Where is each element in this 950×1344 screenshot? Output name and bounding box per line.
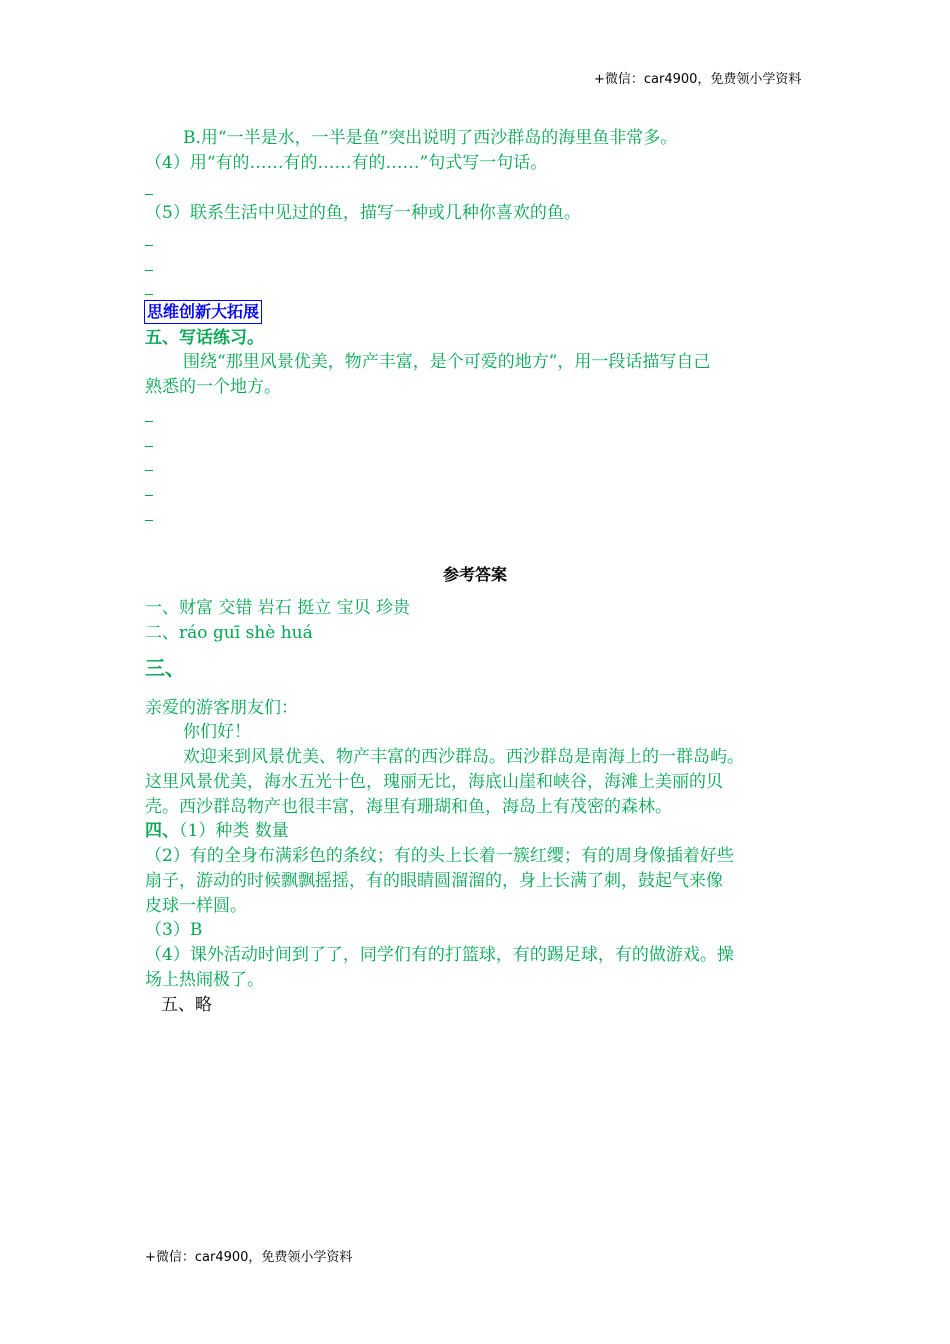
answer-blank[interactable]: [145, 520, 153, 521]
answer-3-label: 三、: [145, 656, 185, 680]
answer-blank[interactable]: [145, 194, 153, 195]
section5-line2: 熟悉的一个地方。: [145, 377, 281, 397]
answer-3-line: 亲爱的游客朋友们：: [145, 698, 298, 718]
answer-3-line: 欢迎来到风景优美、物产丰富的西沙群岛。西沙群岛是南海上的一群岛屿。: [183, 747, 744, 767]
answer-4-row: [145, 820, 289, 842]
answer-5: 五、略: [161, 995, 212, 1015]
answer-4-line: （1）种类 数量: [179, 821, 289, 841]
answer-4-line: （4）课外活动时间到了了，同学们有的打篮球，有的踢足球，有的做游戏。操: [145, 945, 734, 965]
answer-blank[interactable]: [145, 446, 153, 447]
answer-blank[interactable]: [145, 245, 153, 246]
answer-blank[interactable]: [145, 294, 153, 295]
question-3b: B.用“一半是水，一半是鱼”突出说明了西沙群岛的海里鱼非常多。: [183, 128, 678, 148]
answer-2: 二、ráo guī shè huá: [145, 623, 313, 643]
answer-3-line: 你们好！: [183, 722, 251, 742]
answer-4-line: 场上热闹极了。: [145, 970, 264, 990]
answer-1: 一、财富 交错 岩石 挺立 宝贝 珍贵: [145, 598, 411, 618]
question-5: （5）联系生活中见过的鱼，描写一种或几种你喜欢的鱼。: [145, 203, 581, 223]
answer-blank[interactable]: [145, 270, 153, 271]
answers-title: 参考答案: [442, 565, 507, 584]
answer-4-line: （2）有的全身布满彩色的条纹；有的头上长着一簇红缨；有的周身像插着好些: [145, 846, 734, 866]
answer-4-line: （3）B: [145, 920, 203, 940]
section5-heading: 五、写话练习。: [145, 328, 264, 348]
answer-4-line: 扇子，游动的时候飘飘摇摇，有的眼睛圆溜溜的，身上长满了刺，鼓起气来像: [145, 871, 723, 891]
answer-blank[interactable]: [145, 421, 153, 422]
answer-blank[interactable]: [145, 495, 153, 496]
header-note: +微信：car4900，免费领小学资料: [594, 72, 802, 87]
answer-3-line: 这里风景优美，海水五光十色，瑰丽无比，海底山崖和峡谷，海滩上美丽的贝: [145, 772, 723, 792]
answer-blank[interactable]: [145, 470, 153, 471]
answer-3-line: 壳。西沙群岛物产也很丰富，海里有珊瑚和鱼，海岛上有茂密的森林。: [145, 797, 672, 817]
section-box-title: 思维创新大拓展: [144, 300, 262, 324]
answer-4-line: 皮球一样圆。: [145, 896, 247, 916]
footer-note: +微信：car4900，免费领小学资料: [145, 1250, 353, 1265]
answer-4-label: 四、: [145, 821, 179, 841]
section5-line1: 围绕“那里风景优美，物产丰富，是个可爱的地方”，用一段话描写自己: [183, 352, 711, 372]
question-4: （4）用“有的……有的……有的……”句式写一句话。: [145, 153, 548, 173]
